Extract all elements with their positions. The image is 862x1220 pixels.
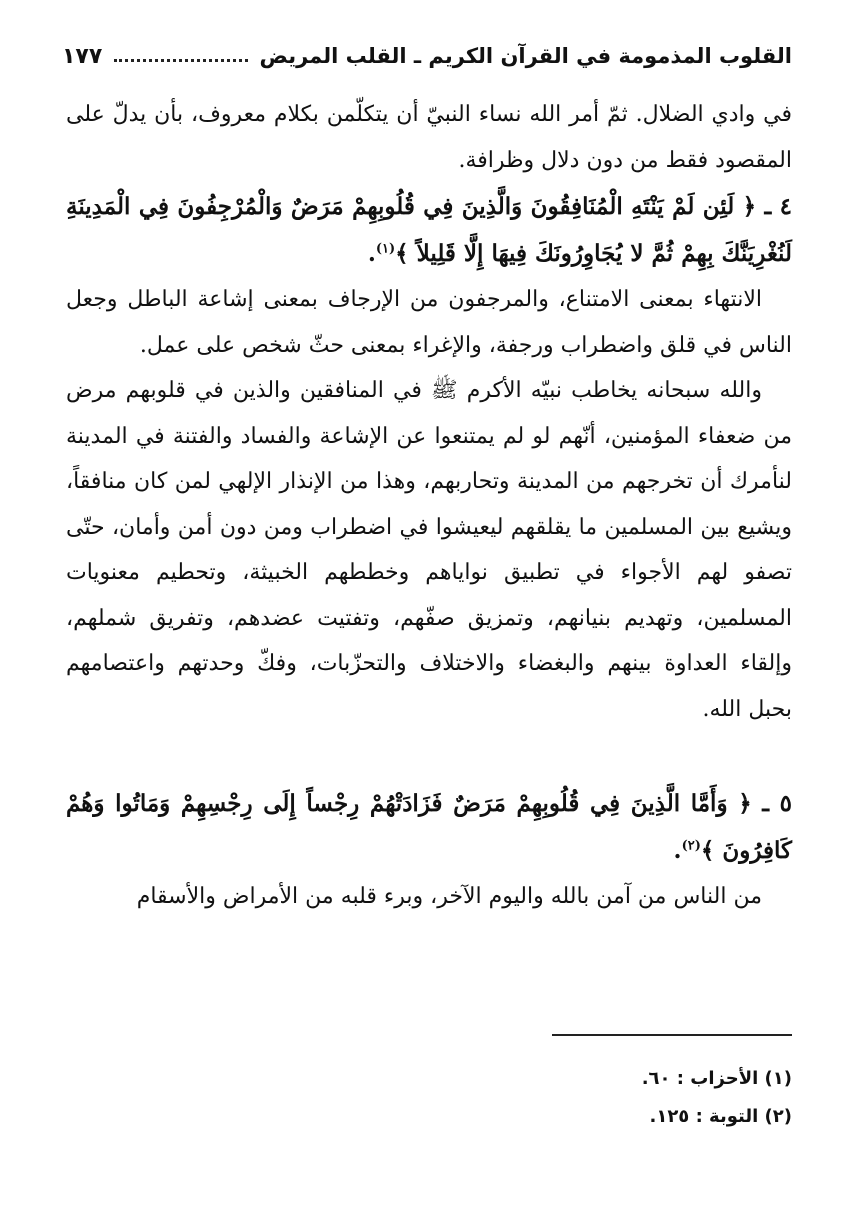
verse-4-text: لَئِن لَمْ يَنْتَهِ الْمُنَافِقُونَ وَالَّذِينَ فِي قُلُوبِهِمْ مَرَضٌ وَالْمُرْجِفُونَ فِي الْمَدِينَةِ لَنُغْرِيَنَّكَ بِهِمْ ثُمَّ لا يُجَاوِرُونَكَ فِيهَا إِلَّا قَلِيلاً [66, 193, 792, 267]
footnote-ref-1: (١) [375, 241, 396, 257]
verse-5: ٥ ـ ﴿ وَأَمَّا الَّذِينَ فِي قُلُوبِهِمْ مَرَضٌ فَزَادَتْهُمْ رِجْساً إِلَى رِجْسِهِمْ وَمَاتُوا وَهُمْ كَافِرُونَ ﴾$^{(٢)}$. [66, 790, 793, 864]
verse-4-number: ٤ ـ [764, 193, 792, 220]
paragraph-3: والله سبحانه يخاطب نبيّه الأكرم ﷺ في المنافقين والذين في قلوبهم مرض من ضعفاء المؤمنين، أنّهم لو لم يمتنعوا عن الإشاعة والفساد والفتنة في المدينة لنأمرك أن تخرجهم من المدينة وتحاربهم، وهذا من الإنذار الإلهي لمن كان منافقاً، ويشيع بين المسلمين ما يقلقهم ليعيشوا في اضطراب ومن دون أمن وأمان، حتّى تصفو لهم الأجواء في تطبيق نواياهم وخططهم الخبيثة، وتحطيم معنويات المسلمين، وتهديم بنيانهم، وتمزيق صفّهم، وتفتيت عضدهم، وتفريق شملهم، وإلقاء العداوة بينهم والبغضاء والاختلاف والتحزّبات، وفكّ وحدتهم واعتصامهم بحبل الله. [66, 378, 792, 722]
paragraph-1: في وادي الضلال. ثمّ أمر الله نساء النبيّ أن يتكلّمن بكلام معروف، بأن يدلّ على المقصود فقط من دون دلال وظرافة. [66, 102, 792, 173]
footnotes [66, 1060, 792, 1136]
main-text [66, 92, 792, 920]
verse-5-open-bracket: ﴿ [738, 790, 752, 817]
verse-5-text: وَأَمَّا الَّذِينَ فِي قُلُوبِهِمْ مَرَضٌ فَزَادَتْهُمْ رِجْساً إِلَى رِجْسِهِمْ وَمَاتُوا وَهُمْ كَافِرُونَ [66, 790, 792, 864]
verse-4-open-bracket: ﴿ [742, 193, 757, 220]
footnote-1: (١) الأحزاب : ٦٠. [641, 1068, 792, 1089]
footnote-ref-2: (٢) [681, 838, 701, 854]
running-header [62, 38, 792, 74]
verse-5-close-bracket: ﴾ [700, 837, 715, 864]
dot-leader [114, 59, 247, 62]
footnote-separator [552, 1034, 792, 1036]
page-number: ١٧٧ [62, 43, 103, 69]
verse-5-number: ٥ ـ [762, 790, 793, 817]
footnote-2: (٢) التوبة : ١٢٥. [649, 1106, 792, 1127]
verse-4-close-bracket: ﴾ [395, 240, 409, 267]
verse-4: ٤ ـ ﴿ لَئِن لَمْ يَنْتَهِ الْمُنَافِقُونَ وَالَّذِينَ فِي قُلُوبِهِمْ مَرَضٌ وَالْمُرْجِفُونَ فِي الْمَدِينَةِ لَنُغْرِيَنَّكَ بِهِمْ ثُمَّ لا يُجَاوِرُونَكَ فِيهَا إِلَّا قَلِيلاً ﴾$^{(١)}$. [66, 193, 792, 267]
paragraph-2: الانتهاء بمعنى الامتناع، والمرجفون من الإرجاف بمعنى إشاعة الباطل وجعل الناس في قلق واضطراب ورجفة، والإغراء بمعنى حثّ شخص على عمل. [66, 287, 792, 358]
running-title: القلوب المذمومة في القرآن الكريم ـ القلب المريض [259, 44, 792, 68]
paragraph-4: من الناس من آمن بالله واليوم الآخر، وبرء قلبه من الأمراض والأسقام [136, 884, 762, 909]
